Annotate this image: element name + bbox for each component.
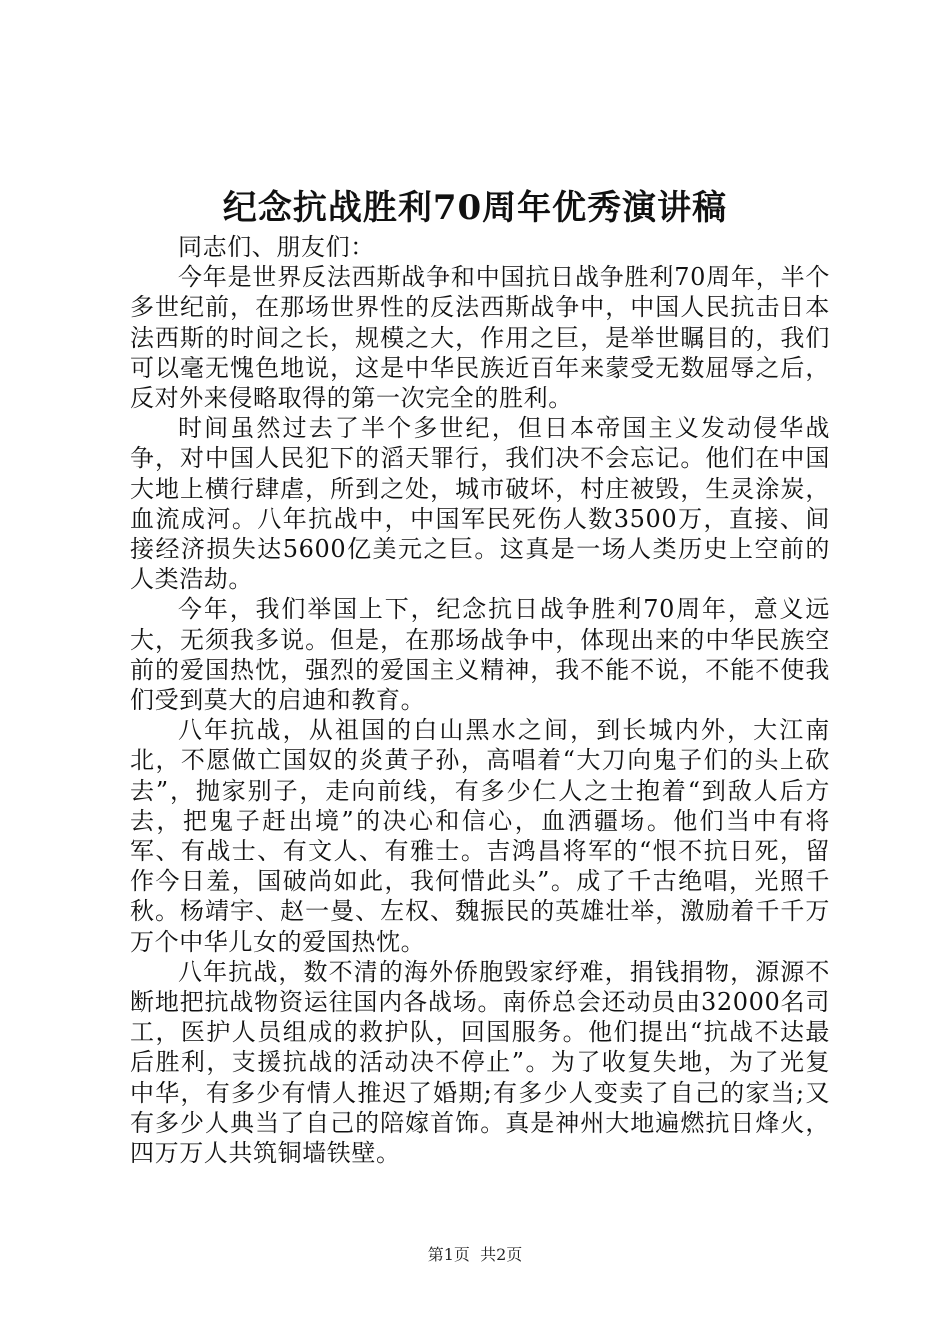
page-number: 第1页 bbox=[427, 1245, 470, 1264]
page-total: 共2页 bbox=[480, 1245, 523, 1264]
body-paragraph: 时间虽然过去了半个多世纪，但日本帝国主义发动侵华战争，对中国人民犯下的滔天罪行，我们决不会忘记。他们在中国大地上横行肆虐，所到之处，城市破坏，村庄被毁，生灵涂炭，血流成河。八年抗战中，中国军民死伤人数3500万，直接、间接经济损失达5600亿美元之巨。这真是一场人类历史上空前的人类浩劫。 bbox=[130, 414, 830, 594]
body-paragraph: 今年，我们举国上下，纪念抗日战争胜利70周年，意义远大，无须我多说。但是，在那场战争中，体现出来的中华民族空前的爱国热忱，强烈的爱国主义精神，我不能不说，不能不使我们受到莫大的启迪和教育。 bbox=[130, 595, 830, 715]
body-paragraph: 八年抗战，从祖国的白山黑水之间，到长城内外，大江南北，不愿做亡国奴的炎黄子孙，高唱着“大刀向鬼子们的头上砍去”，抛家别子，走向前线，有多少仁人之士抱着“到敌人后方去，把鬼子赶出境”的决心和信心，血洒疆场。他们当中有将军、有战士、有文人、有雅士。吉鸿昌将军的“恨不抗日死，留作今日羞，国破尚如此，我何惜此头”。成了千古绝唱，光照千秋。杨靖宇、赵一曼、左权、魏振民的英雄壮举，激励着千千万万个中华儿女的爱国热忱。 bbox=[130, 716, 830, 956]
page-footer bbox=[0, 1244, 950, 1266]
salutation-paragraph: 同志们、朋友们： bbox=[178, 233, 375, 261]
document-title: 纪念抗战胜利70周年优秀演讲稿 bbox=[222, 188, 728, 228]
body-paragraph: 八年抗战，数不清的海外侨胞毁家纾难，捐钱捐物，源源不断地把抗战物资运往国内各战场。南侨总会还动员由32000名司工，医护人员组成的救护队，回国服务。他们提出“抗战不达最后胜利，支援抗战的活动决不停止”。为了收复失地，为了光复中华，有多少有情人推迟了婚期;有多少人变卖了自己的家当;又有多少人典当了自己的陪嫁首饰。真是神州大地遍燃抗日烽火，四万万人共筑铜墙铁壁。 bbox=[130, 957, 830, 1168]
body-paragraph: 今年是世界反法西斯战争和中国抗日战争胜利70周年，半个多世纪前，在那场世界性的反法西斯战争中，中国人民抗击日本法西斯的时间之长，规模之大，作用之巨，是举世瞩目的，我们可以毫无愧色地说，这是中华民族近百年来蒙受无数屈辱之后，反对外来侵略取得的第一次完全的胜利。 bbox=[130, 263, 830, 413]
document-body bbox=[130, 232, 830, 1168]
